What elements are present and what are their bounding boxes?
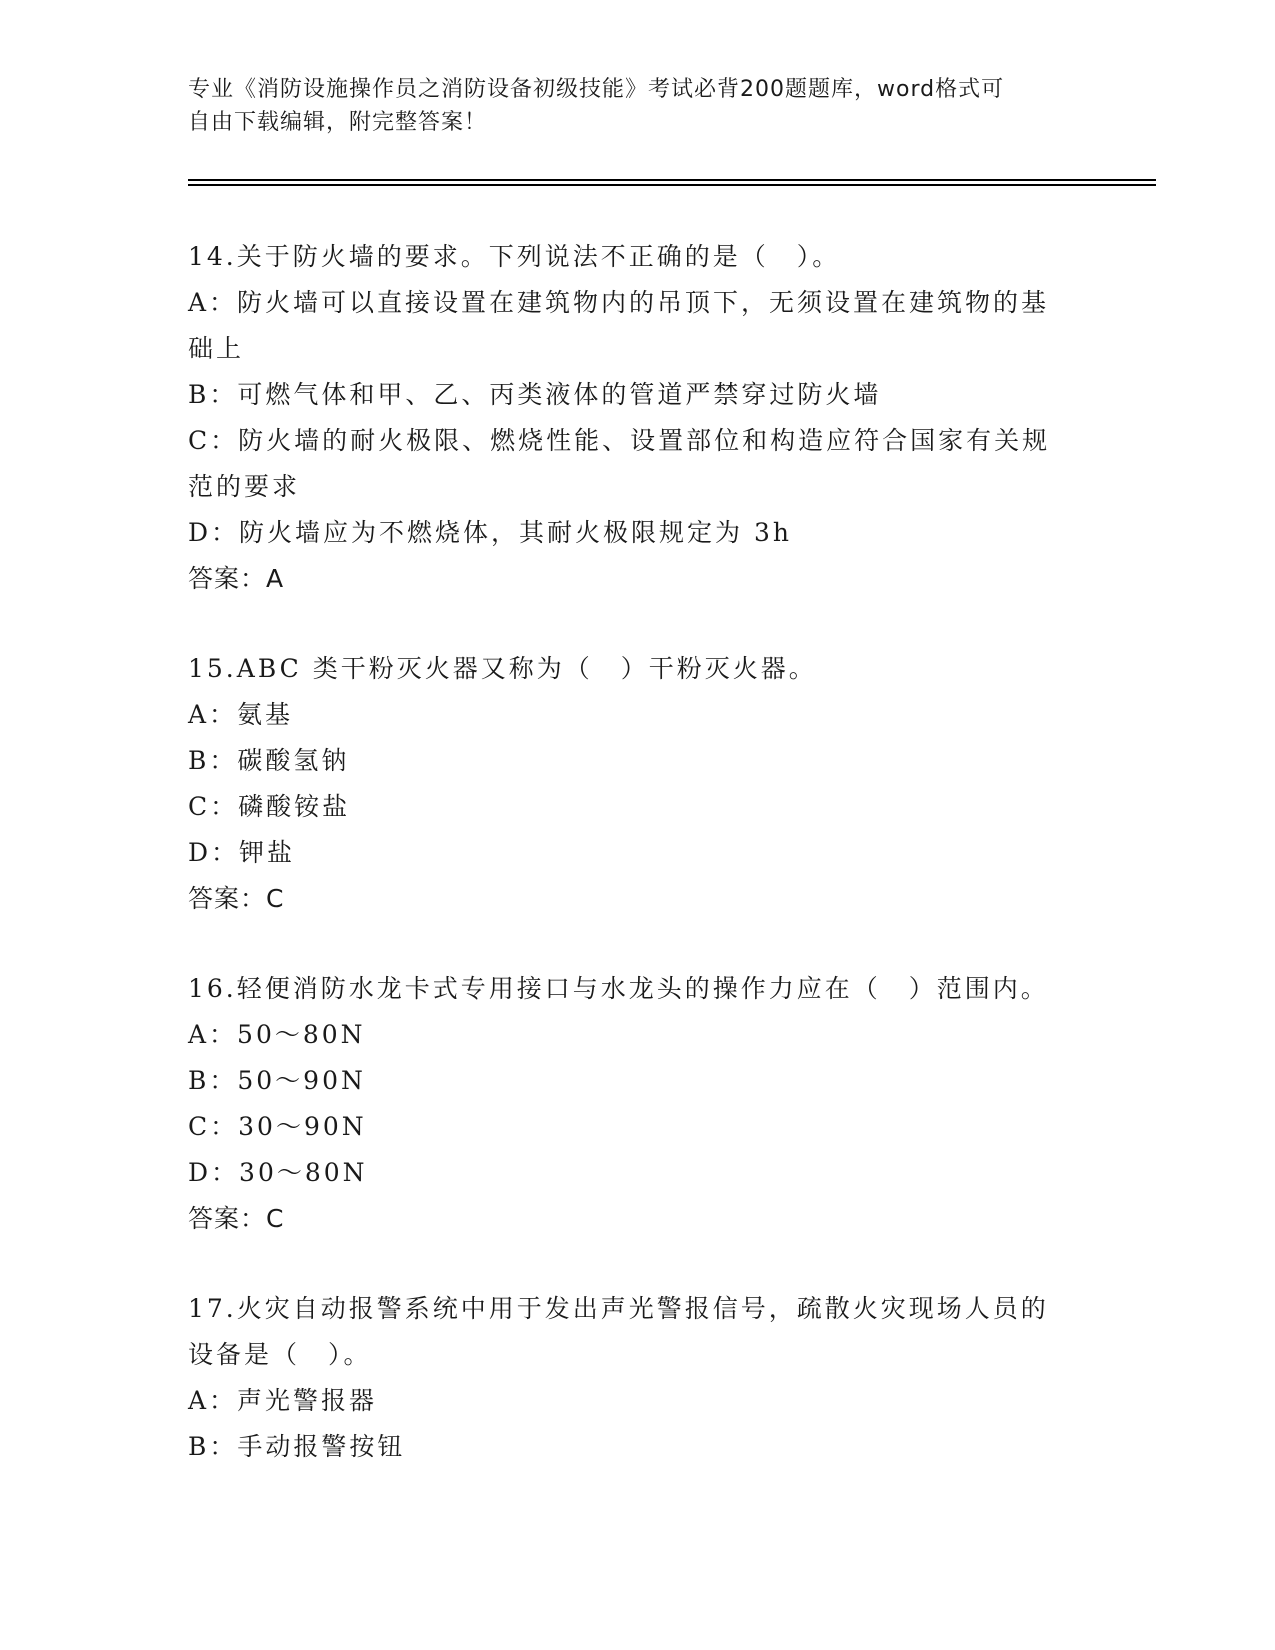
- option-c-continued: 范的要求: [188, 472, 301, 501]
- question-stem: 17.火灾自动报警系统中用于发出声光警报信号，疏散火灾现场人员的: [188, 1294, 1049, 1323]
- answer-label: 答案：A: [188, 564, 285, 593]
- option-b: B：碳酸氢钠: [188, 746, 350, 775]
- question-spacer: [188, 1242, 1088, 1286]
- question-stem-continued: 设备是（ ）。: [188, 1340, 372, 1369]
- question-list: [188, 234, 1088, 1470]
- document-header: [188, 73, 1088, 139]
- header-line-2: 自由下载编辑，附完整答案！: [188, 110, 488, 135]
- question-spacer: [188, 922, 1088, 966]
- option-b: B：可燃气体和甲、乙、丙类液体的管道严禁穿过防火墙: [188, 380, 882, 409]
- option-c: C：磷酸铵盐: [188, 792, 351, 821]
- question-block: [188, 966, 1088, 1242]
- question-stem: 16.轻便消防水龙卡式专用接口与水龙头的操作力应在（ ）范围内。: [188, 974, 1049, 1003]
- header-divider-bottom: [188, 184, 1156, 186]
- option-b: B：50～90N: [188, 1066, 366, 1095]
- question-stem: 15.ABC 类干粉灭火器又称为（ ）干粉灭火器。: [188, 654, 817, 683]
- question-block: [188, 1286, 1088, 1470]
- header-divider-top: [188, 179, 1156, 181]
- option-a: A：防火墙可以直接设置在建筑物内的吊顶下，无须设置在建筑物的基: [188, 288, 1050, 317]
- answer-label: 答案：C: [188, 1204, 285, 1233]
- option-d: D：30～80N: [188, 1158, 368, 1187]
- option-a-continued: 础上: [188, 334, 245, 363]
- question-spacer: [188, 602, 1088, 646]
- option-b: B：手动报警按钮: [188, 1432, 406, 1461]
- question-block: [188, 646, 1088, 922]
- question-stem: 14.关于防火墙的要求。下列说法不正确的是（ ）。: [188, 242, 841, 271]
- option-a: A：氨基: [188, 700, 294, 729]
- option-c: C：30～90N: [188, 1112, 367, 1141]
- option-d: D：钾盐: [188, 838, 296, 867]
- header-line-1: 专业《消防设施操作员之消防设备初级技能》考试必背200题题库，word格式可: [188, 77, 1005, 102]
- option-c: C：防火墙的耐火极限、燃烧性能、设置部位和构造应符合国家有关规: [188, 426, 1051, 455]
- option-a: A：声光警报器: [188, 1386, 378, 1415]
- option-a: A：50～80N: [188, 1020, 366, 1049]
- option-d: D：防火墙应为不燃烧体，其耐火极限规定为 3h: [188, 518, 792, 547]
- answer-label: 答案：C: [188, 884, 285, 913]
- question-block: [188, 234, 1088, 602]
